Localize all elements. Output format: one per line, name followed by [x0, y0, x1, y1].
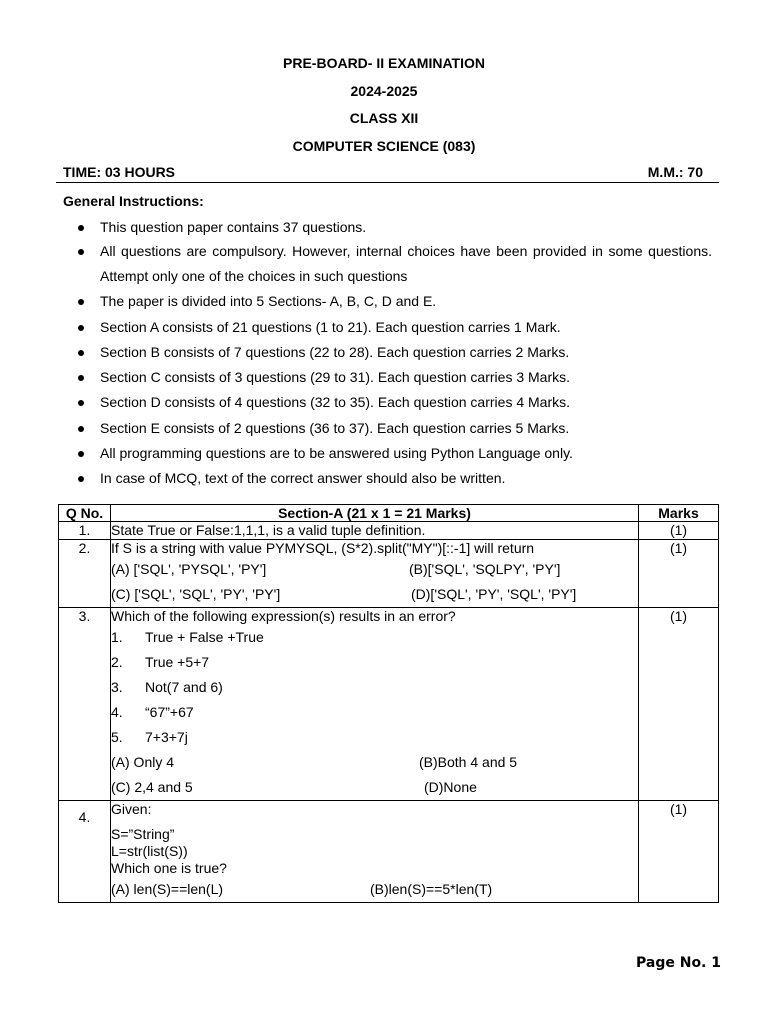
- instruction-item: Section D consists of 4 questions (32 to 35). Each question carries 4 Marks.: [100, 394, 571, 410]
- question-text-cell: [111, 522, 639, 540]
- bullet-icon: [78, 299, 84, 305]
- code-line: S=”String”: [111, 826, 175, 842]
- time-label: TIME: 03 HOURS: [63, 164, 176, 180]
- options-row: [111, 582, 638, 607]
- options-row: [111, 750, 638, 775]
- question-marks: (1): [639, 801, 719, 903]
- instruction-item: Section A consists of 21 questions (1 to 21). Each question carries 1 Mark.: [100, 319, 561, 335]
- instruction-item: This question paper contains 37 questions.: [100, 219, 367, 235]
- question-text: Which one is true?: [111, 860, 227, 876]
- option-b: (B)['SQL', 'SQLPY', 'PY']: [409, 561, 561, 577]
- question-text-cell: [111, 608, 639, 801]
- bullet-icon: [78, 451, 84, 457]
- header-divider: [56, 182, 719, 183]
- question-table: [58, 504, 719, 903]
- header-section: Section-A (21 x 1 = 21 Marks): [111, 505, 639, 522]
- bullet-icon: [78, 426, 84, 432]
- option-c: (C) 2,4 and 5: [111, 779, 193, 795]
- option-a: (A) ['SQL', 'PYSQL', 'PY']: [111, 561, 267, 577]
- question-marks: (1): [639, 522, 719, 540]
- header-marks: Marks: [639, 505, 719, 522]
- question-number: 2.: [59, 540, 111, 608]
- bullet-icon: [78, 400, 84, 406]
- instruction-item: All programming questions are to be answered using Python Language only.: [100, 445, 573, 461]
- bullet-icon: [78, 225, 84, 231]
- option-b: (B)len(S)==5*len(T): [370, 881, 493, 897]
- option-b: (B)Both 4 and 5: [419, 754, 518, 770]
- instructions-title: General Instructions:: [63, 193, 204, 209]
- question-text: State True or False:1,1,1, is a valid tuple definition.: [111, 522, 426, 538]
- options-row: [111, 775, 638, 800]
- question-number: 1.: [59, 522, 111, 540]
- question-text: If S is a string with value PYMYSQL, (S*2).split("MY")[::-1] will return: [111, 540, 535, 556]
- time-marks-row: [63, 164, 703, 180]
- options-row: [111, 877, 638, 902]
- list-item: 3. Not(7 and 6): [111, 679, 223, 695]
- bullet-icon: [78, 375, 84, 381]
- instruction-item: In case of MCQ, text of the correct answer should also be written.: [100, 470, 506, 486]
- code-line: L=str(list(S)): [111, 843, 188, 859]
- list-item: 1. True + False +True: [111, 629, 264, 645]
- bullet-icon: [78, 249, 84, 255]
- page-number: Page No. 1: [636, 955, 721, 971]
- table-row: [59, 801, 719, 903]
- table-row: [59, 522, 719, 540]
- bullet-icon: [78, 476, 84, 482]
- table-row: [59, 608, 719, 801]
- question-text: Which of the following expression(s) results in an error?: [111, 608, 456, 624]
- table-header-row: [59, 505, 719, 522]
- subject-title: COMPUTER SCIENCE (083): [292, 138, 476, 154]
- academic-year: 2024-2025: [350, 83, 418, 99]
- option-d: (D)None: [424, 779, 477, 795]
- list-item: 5. 7+3+7j: [111, 729, 188, 745]
- instruction-item: The paper is divided into 5 Sections- A, B, C, D and E.: [100, 293, 437, 309]
- option-a: (A) len(S)==len(L): [111, 881, 224, 897]
- list-item: 2. True +5+7: [111, 654, 210, 670]
- options-row: [111, 557, 638, 582]
- option-c: (C) ['SQL', 'SQL', 'PY', 'PY']: [111, 586, 281, 602]
- option-a: (A) Only 4: [111, 754, 175, 770]
- table-row: [59, 540, 719, 608]
- question-number: 3.: [59, 608, 111, 801]
- class-label: CLASS XII: [349, 110, 419, 126]
- header-qno: Q No.: [59, 505, 111, 522]
- instruction-item: Section E consists of 2 questions (36 to 37). Each question carries 5 Marks.: [100, 420, 570, 436]
- instruction-item: Section B consists of 7 questions (22 to 28). Each question carries 2 Marks.: [100, 344, 570, 360]
- list-item: 4. “67”+67: [111, 704, 194, 720]
- instruction-item: Section C consists of 3 questions (29 to 31). Each question carries 3 Marks.: [100, 369, 571, 385]
- option-d: (D)['SQL', 'PY', 'SQL', 'PY']: [411, 586, 577, 602]
- question-number: 4.: [59, 801, 111, 903]
- question-marks: (1): [639, 540, 719, 608]
- exam-title: PRE-BOARD- II EXAMINATION: [283, 55, 485, 71]
- question-text-cell: [111, 540, 639, 608]
- question-marks: (1): [639, 608, 719, 801]
- bullet-icon: [78, 350, 84, 356]
- instruction-item: All questions are compulsory. However, internal choices have been provided in some questions. Attempt only one of the choices in such questions: [100, 243, 712, 284]
- max-marks-label: M.M.: 70: [647, 164, 703, 180]
- bullet-icon: [78, 325, 84, 331]
- question-given: Given:: [111, 801, 152, 817]
- question-text-cell: [111, 801, 639, 903]
